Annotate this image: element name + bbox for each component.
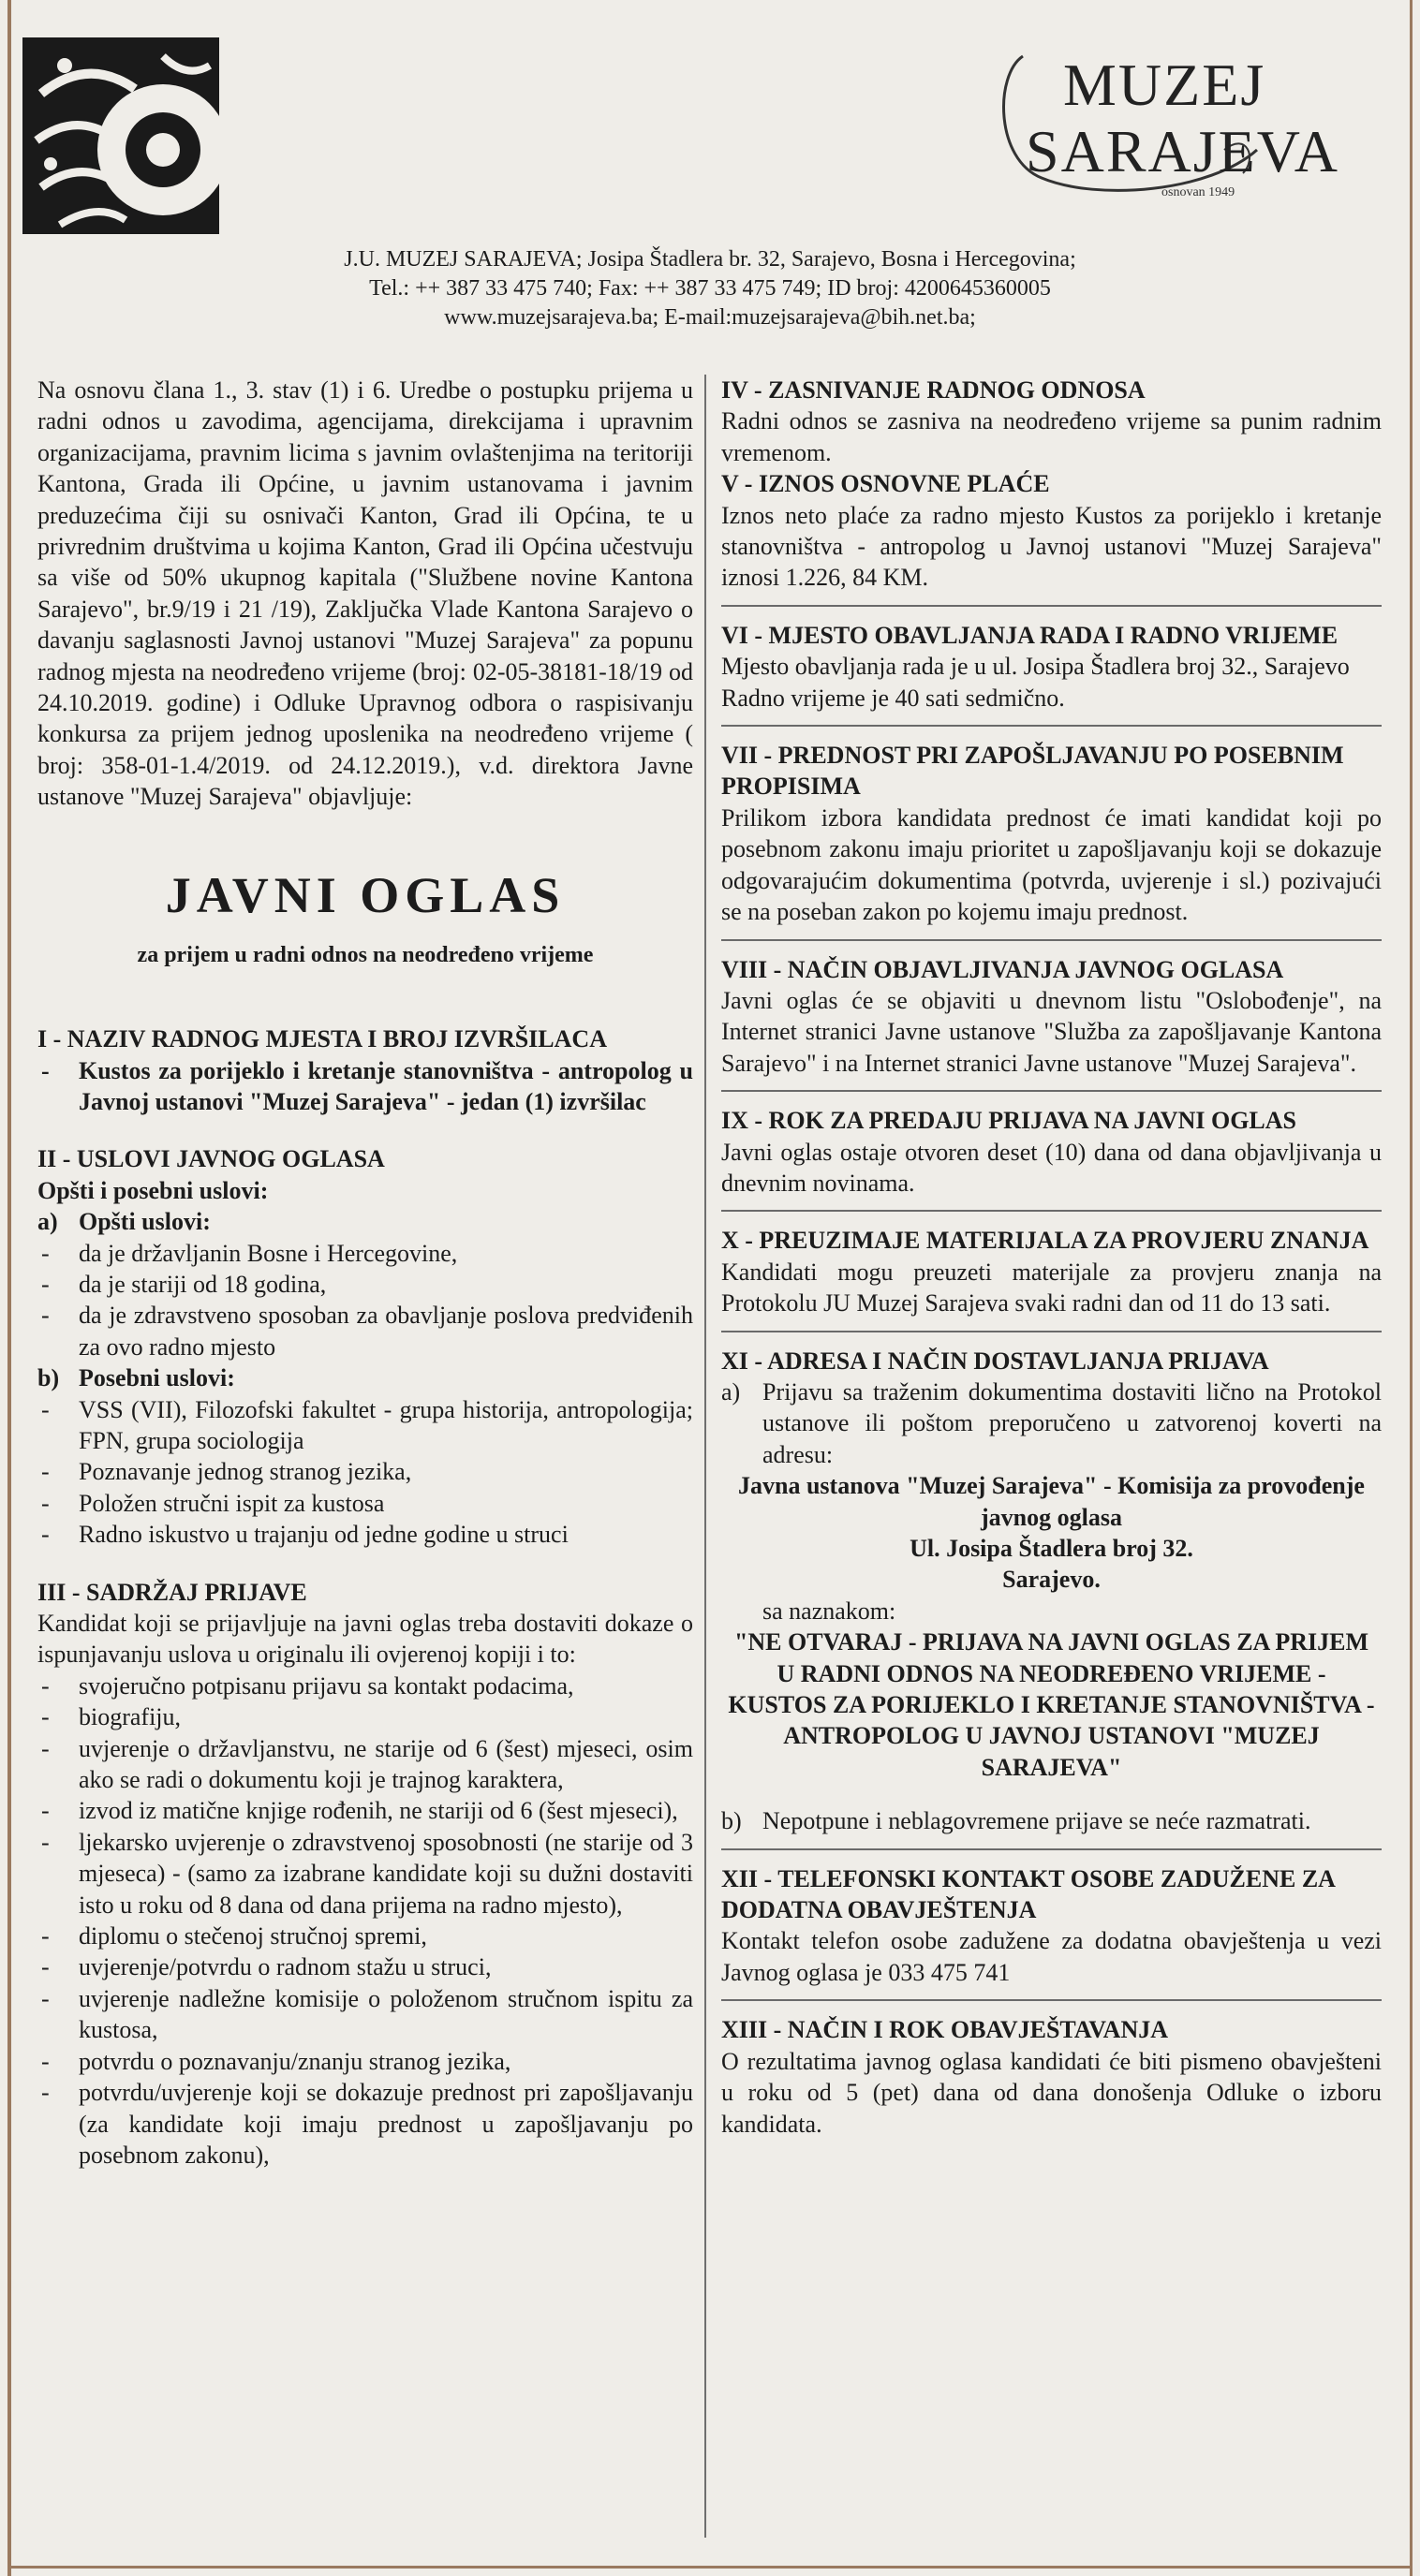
marking-label: sa naznakom: [762,1597,896,1625]
section-divider [721,1999,1382,2001]
document-subtitle: za prijem u radni odnos na neodređeno vrijeme [137,942,594,967]
delivery-address-line-2: Ul. Josipa Štadlera broj 32. [910,1535,1193,1562]
envelope-notice: "NE OTVARAJ - PRIJAVA NA JAVNI OGLAS ZA PRIJEM U RADNI ODNOS NA NEODREĐENO VRIJEME - KUSTOS ZA PORIJEKLO I KRETANJE STANOVNIŠTVA - ANTROPOLOG U JAVNOJ USTANOVI "MUZEJ SARAJEVA" [728,1628,1375,1781]
section-10-body: Kandidati mogu preuzeti materijale za provjeru znanja na Protokolu JU Muzej Sarajeva svaki radni dan od 11 do 13 sati. [721,1258,1382,1317]
intro-paragraph: Na osnovu člana 1., 3. stav (1) i 6. Uredbe o postupku prijema u radni odnos u zavodima, agencijama, direkcijama i upravnim organizacijama, pravnim licima s javnim ovlaštenjima na teritoriji Kantona, Grada ili Općine, u javnim ustanovama i javnim preduzećima čiji su osnivači Kanton, Grad ili Općina, te u privrednim društvima u kojima Kanton, Grad ili Općina učestvuju sa više od 50% ukupnog kapitala ("Službene novine Kantona Sarajevo", br.9/19 i 21 /19), Zaključka Vlade Kantona Sarajevo o davanju saglasnosti Javnoj ustanovi "Muzej Sarajeva" za popunu radnog mjesta na neodređeno vrijeme (broj: 02-05-38181-18/19 od 24.10.2019. godine) i Odluke Upravnog odbora o raspisivanju konkursa za prijem jednog uposlenika na neodređeno vrijeme ( broj: 358-01-1.4/2019. od 24.12.2019.), v.d. direktora Javne ustanove "Muzej Sarajeva" objavljuje: [37,376,693,811]
list-item: - izvod iz matične knjige rođenih, ne stariji od 6 (šest mjeseci), [37,1795,693,1826]
ornament-logo-icon [22,37,219,234]
section-11 [721,1346,1382,1837]
position-item: - Kustos za porijeklo i kretanje stanovništva - antropolog u Javnoj ustanovi "Muzej Sarajeva" - jedan (1) izvršilac [37,1055,693,1118]
column-divider [704,375,706,2538]
section-6 [721,620,1382,714]
section-9-body: Javni oglas ostaje otvoren deset (10) dana od dana objavljivanja u dnevnim novinama. [721,1138,1382,1197]
section-3-title: III - SADRŽAJ PRIJAVE [37,1578,307,1606]
list-item: - diplomu o stečenoj stručnoj spremi, [37,1921,693,1951]
section-divider [721,725,1382,727]
section-13-body: O rezultatima javnog oglasa kandidati će biti pismeno obavješteni u roku od 5 (pet) dana od dana donošenja Odluke o izboru kandidata. [721,2047,1382,2138]
delivery-address-line-3: Sarajevo. [1002,1566,1101,1594]
logo-text-muzej: MUZEJ [1063,52,1266,118]
delivery-address-line-1: Javna ustanova "Muzej Sarajeva" - Komisija za provođenje javnog oglasa [738,1472,1365,1531]
letterhead-phone: Tel.: ++ 387 33 475 740; Fax: ++ 387 33 475 749; ID broj: 4200645360005 [369,276,1051,301]
section-8 [721,954,1382,1080]
logo-text-sarajeva: SARAJEVA [1026,118,1339,184]
section-4 [721,375,1382,468]
general-conditions-label: a) Opšti uslovi: [37,1208,211,1236]
section-12-body: Kontakt telefon osobe zadužene za dodatna obavještenja u vezi Javnog oglasa je 033 475 741 [721,1927,1382,1986]
section-1-title: I - NAZIV RADNOG MJESTA I BROJ IZVRŠILACA [37,1025,607,1053]
section-12 [721,1863,1382,1989]
letterhead-web: www.muzejsarajeva.ba; E-mail:muzejsarajeva@bih.net.ba; [444,305,976,330]
section-4-title: IV - ZASNIVANJE RADNOG ODNOSA [721,376,1146,404]
list-item: - uvjerenje nadležne komisije o položenom stručnom ispitu za kustosa, [37,1983,693,2046]
section-6-title: VI - MJESTO OBAVLJANJA RADA I RADNO VRIJEME [721,621,1339,649]
section-4-body: Radni odnos se zasniva na neodređeno vrijeme sa punim radnim vremenom. [721,407,1382,466]
list-item: - Poznavanje jednog stranog jezika, [37,1456,693,1487]
section-11-item-a: a) Prijavu sa traženim dokumentima dostaviti lično na Protokol ustanove ili poštom preporučeno u zatvorenoj koverti na adresu: [721,1377,1382,1468]
section-7-body: Prilikom izbora kandidata prednost će imati kandidat koji po posebnom zakonu imaju prioritet u zapošljavanju koji se dokazuje odgovarajućim dokumentima (potvrda, uvjerenje i sl.) pozivajući se na poseban zakon po kojemu imaju prednost. [721,803,1382,926]
section-9-title: IX - ROK ZA PREDAJU PRIJAVA NA JAVNI OGLAS [721,1107,1296,1135]
left-column [37,375,693,2171]
list-item: - biografiju, [37,1701,693,1732]
section-9 [721,1105,1382,1199]
section-8-body: Javni oglas će se objaviti u dnevnom listu "Oslobođenje", na Internet stranici Javne ustanove "Služba za zapošljavanje Kantona Sarajevo" i na Internet stranici Javne ustanove "Muzej Sarajeva". [721,986,1382,1077]
logo-established: osnovan 1949 [1161,185,1235,199]
right-column [721,375,1382,2140]
section-divider [721,1090,1382,1092]
page-border-left [7,0,11,2576]
section-11-item-b: b) Nepotpune i neblagovremene prijave se neće razmatrati. [721,1807,1311,1835]
page-border-bottom [7,2566,1413,2569]
section-5 [721,468,1382,594]
section-3 [37,1577,693,2171]
section-divider [721,1848,1382,1850]
section-11-title: XI - ADRESA I NAČIN DOSTAVLJANJA PRIJAVA [721,1347,1269,1375]
list-item: - Položen stručni ispit za kustosa [37,1488,693,1519]
section-divider [721,939,1382,941]
list-item: - da je stariji od 18 godina, [37,1269,693,1300]
section-5-title: V - IZNOS OSNOVNE PLAĆE [721,470,1050,498]
list-item: - da je zdravstveno sposoban za obavljanje poslova predviđenih za ovo radno mjesto [37,1300,693,1362]
list-item: - potvrdu/uvjerenje koji se dokazuje prednost pri zapošljavanju (za kandidate koji imaju prednost u zapošljavanju po posebnom zakonu), [37,2077,693,2171]
section-6-body-location: Mjesto obavljanja rada je u ul. Josipa Štadlera broj 32., Sarajevo [721,653,1350,681]
section-7-title: VII - PREDNOST PRI ZAPOŠLJAVANJU PO POSEBNIM PROPISIMA [721,742,1344,801]
section-6-body-hours: Radno vrijeme je 40 sati sedmično. [721,684,1065,712]
list-item: - potvrdu o poznavanju/znanju stranog jezika, [37,2046,693,2077]
section-2 [37,1143,693,1550]
section-5-body: Iznos neto plaće za radno mjesto Kustos za porijeklo i kretanje stanovništva - antropolog u Javnoj ustanovi "Muzej Sarajeva" iznosi 1.226, 84 KM. [721,501,1382,592]
list-item: - uvjerenje o državljanstvu, ne starije od 6 (šest) mjeseci, osim ako se radi o dokumentu koji je trajnog karaktera, [37,1733,693,1796]
section-10-title: X - PREUZIMAJE MATERIJALA ZA PROVJERU ZNANJA [721,1227,1369,1255]
list-item: - VSS (VII), Filozofski fakultet - grupa historija, antropologija; FPN, grupa sociologija [37,1394,693,1457]
list-item: - ljekarsko uvjerenje o zdravstvenoj sposobnosti (ne starije od 3 mjeseca) - (samo za izabrane kandidate koji su dužni dostaviti isto u roku od 8 dana od dana prijema na radno mjesto), [37,1827,693,1921]
list-item: - da je državljanin Bosne i Hercegovine, [37,1238,693,1269]
page-border-right [1410,0,1413,2576]
special-conditions-label: b) Posebni uslovi: [37,1364,235,1392]
section-2-subtitle: Opšti i posebni uslovi: [37,1176,269,1204]
section-7 [721,740,1382,927]
list-item: - Radno iskustvo u trajanju od jedne godine u struci [37,1519,693,1550]
letterhead [0,245,1420,332]
section-8-title: VIII - NAČIN OBJAVLJIVANJA JAVNOG OGLASA [721,955,1284,983]
section-10 [721,1225,1382,1318]
list-item: - uvjerenje/potvrdu o radnom stažu u struci, [37,1951,693,1982]
letterhead-address: J.U. MUZEJ SARAJEVA; Josipa Štadlera br. 32, Sarajevo, Bosna i Hercegovina; [344,247,1076,272]
document-title: JAVNI OGLAS [165,866,566,923]
section-13 [721,2014,1382,2140]
section-1 [37,1023,693,1117]
list-item: - svojeručno potpisanu prijavu sa kontakt podacima, [37,1671,693,1701]
section-3-body: Kandidat koji se prijavljuje na javni oglas treba dostaviti dokaze o ispunjavanju uslova u originalu ili ovjerenoj kopiji i to: [37,1610,693,1669]
section-divider [721,1331,1382,1332]
section-2-title: II - USLOVI JAVNOG OGLASA [37,1145,385,1173]
section-13-title: XIII - NAČIN I ROK OBAVJEŠTAVANJA [721,2016,1169,2044]
section-12-title: XII - TELEFONSKI KONTAKT OSOBE ZADUŽENE ZA DODATNA OBAVJEŠTENJA [721,1864,1335,1924]
section-divider [721,1210,1382,1212]
section-divider [721,605,1382,607]
